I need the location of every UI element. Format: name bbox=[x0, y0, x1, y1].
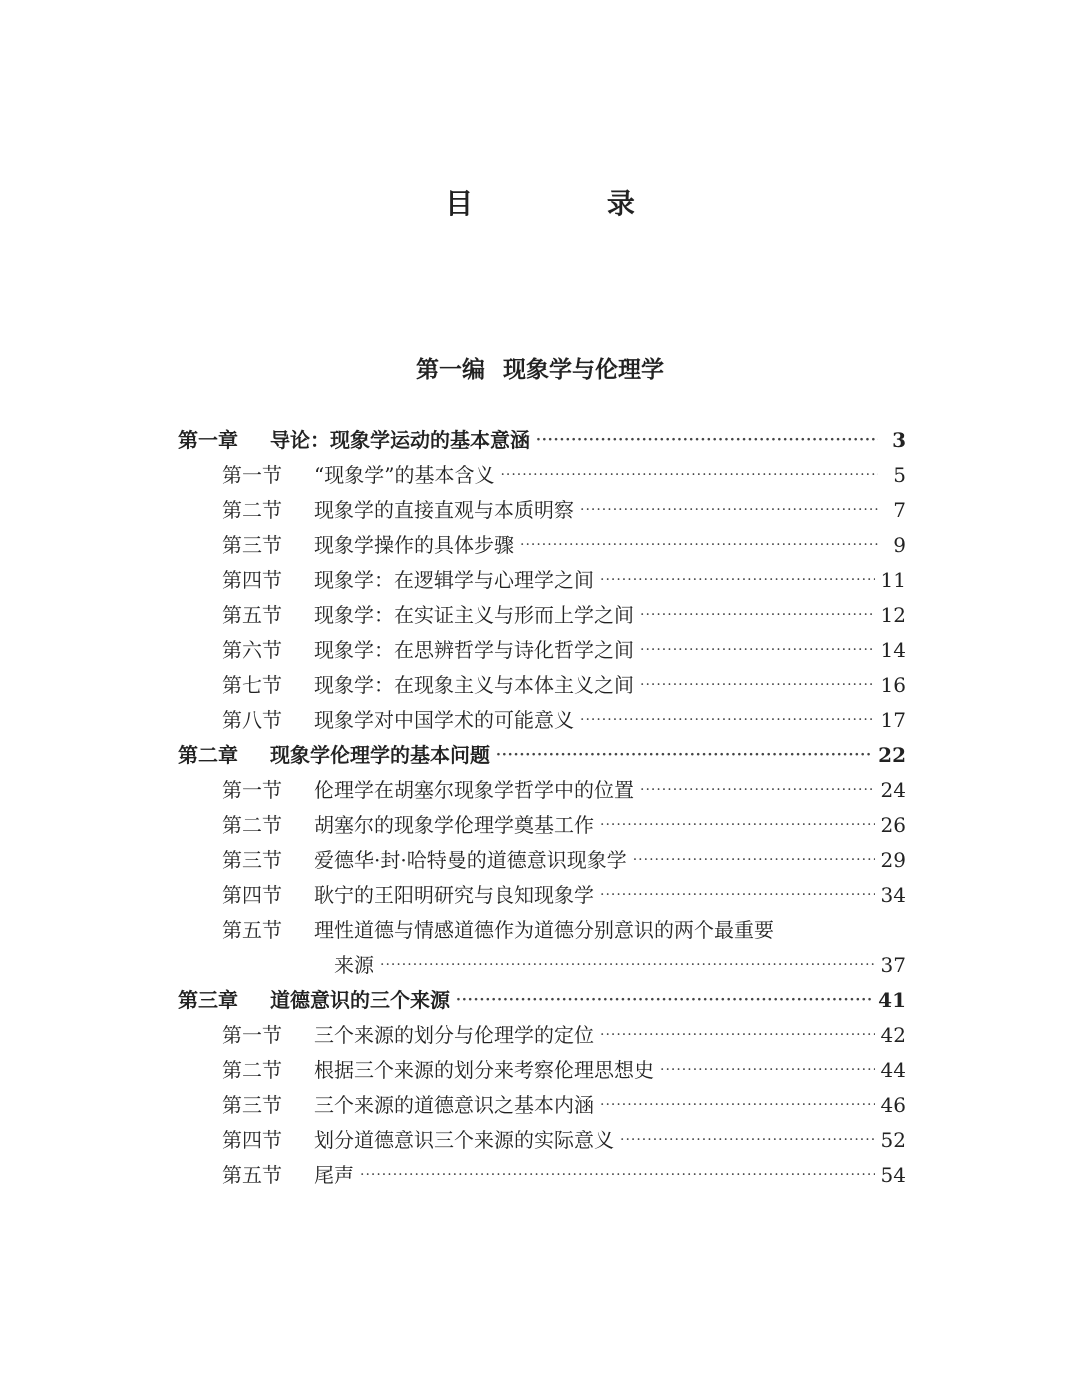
toc-page-number: 54 bbox=[875, 1158, 906, 1193]
toc-entry-number: 第三节 bbox=[222, 533, 282, 557]
toc-entry-label bbox=[178, 983, 456, 1018]
toc-section-entry[interactable] bbox=[178, 633, 906, 668]
toc-entry-title: 尾声 bbox=[314, 1163, 354, 1187]
toc-entry-title: 导论：现象学运动的基本意涵 bbox=[270, 428, 530, 452]
toc-entry-number: 第二节 bbox=[222, 1058, 282, 1082]
toc-chapter-entry[interactable] bbox=[178, 983, 906, 1018]
toc-entry-label bbox=[222, 1088, 600, 1123]
toc-leader-dots bbox=[633, 843, 875, 878]
toc-entry-number: 第二节 bbox=[222, 813, 282, 837]
toc-entry-label bbox=[178, 423, 536, 458]
toc-entry-label bbox=[222, 563, 600, 598]
toc-leader-dots bbox=[640, 668, 875, 703]
toc-entry-title: 现象学操作的具体步骤 bbox=[314, 533, 514, 557]
toc-entry-number: 第四节 bbox=[222, 883, 282, 907]
toc-entry-title: 现象学：在现象主义与本体主义之间 bbox=[314, 673, 634, 697]
toc-section-entry[interactable] bbox=[178, 703, 906, 738]
toc-page-number: 37 bbox=[875, 948, 906, 983]
toc-page-number: 16 bbox=[875, 668, 906, 703]
toc-entry-title: 耿宁的王阳明研究与良知现象学 bbox=[314, 883, 594, 907]
toc-entry-label bbox=[222, 493, 580, 528]
toc-page-number bbox=[878, 913, 906, 948]
toc-chapter-entry[interactable] bbox=[178, 738, 906, 773]
toc-section-entry[interactable] bbox=[178, 1123, 906, 1158]
toc-page-number: 11 bbox=[875, 563, 906, 598]
toc-section-entry[interactable] bbox=[178, 1018, 906, 1053]
toc-entry-number: 第三节 bbox=[222, 1093, 282, 1117]
toc-section-entry[interactable] bbox=[178, 808, 906, 843]
table-of-contents bbox=[178, 423, 906, 1193]
toc-entry-title: 现象学对中国学术的可能意义 bbox=[314, 708, 574, 732]
toc-entry-title: 来源 bbox=[334, 953, 374, 977]
toc-entry-number: 第八节 bbox=[222, 708, 282, 732]
toc-entry-title: 现象学：在思辨哲学与诗化哲学之间 bbox=[314, 638, 634, 662]
toc-section-entry[interactable] bbox=[178, 913, 906, 948]
toc-leader-dots bbox=[640, 773, 875, 808]
part-title bbox=[0, 352, 1080, 388]
toc-leader-dots bbox=[600, 1018, 875, 1053]
toc-section-entry[interactable] bbox=[178, 1088, 906, 1123]
toc-page-number: 9 bbox=[878, 528, 906, 563]
toc-chapter-entry[interactable] bbox=[178, 423, 906, 458]
toc-entry-number: 第一节 bbox=[222, 463, 282, 487]
toc-entry-title: 胡塞尔的现象学伦理学奠基工作 bbox=[314, 813, 594, 837]
toc-section-entry[interactable] bbox=[178, 948, 906, 983]
toc-entry-label bbox=[222, 458, 500, 493]
toc-page-number: 22 bbox=[872, 738, 906, 773]
toc-entry-label bbox=[222, 808, 600, 843]
toc-entry-number: 第四节 bbox=[222, 1128, 282, 1152]
toc-page-number: 17 bbox=[875, 703, 906, 738]
toc-entry-number: 第一章 bbox=[178, 428, 238, 452]
toc-entry-title: 现象学：在实证主义与形而上学之间 bbox=[314, 603, 634, 627]
toc-leader-dots bbox=[640, 598, 875, 633]
toc-leader-dots bbox=[536, 423, 878, 458]
toc-entry-number: 第五节 bbox=[222, 918, 282, 942]
toc-leader-dots bbox=[496, 738, 872, 773]
toc-entry-label bbox=[222, 668, 640, 703]
toc-leader-dots bbox=[360, 1158, 875, 1193]
toc-leader-dots bbox=[580, 493, 878, 528]
toc-leader-dots bbox=[456, 983, 872, 1018]
toc-leader-dots bbox=[600, 1088, 875, 1123]
toc-entry-number: 第三节 bbox=[222, 848, 282, 872]
toc-section-entry[interactable] bbox=[178, 1158, 906, 1193]
toc-leader-dots bbox=[380, 948, 875, 983]
toc-entry-title: 现象学的直接直观与本质明察 bbox=[314, 498, 574, 522]
part-name: 现象学与伦理学 bbox=[503, 356, 664, 383]
toc-section-entry[interactable] bbox=[178, 598, 906, 633]
toc-entry-title: 爱德华·封·哈特曼的道德意识现象学 bbox=[314, 848, 627, 872]
toc-entry-number: 第五节 bbox=[222, 603, 282, 627]
toc-entry-label bbox=[222, 703, 580, 738]
page-title: 目 录 bbox=[445, 187, 697, 220]
toc-entry-number: 第一节 bbox=[222, 778, 282, 802]
toc-leader-dots bbox=[600, 878, 875, 913]
toc-page-number: 3 bbox=[878, 423, 906, 458]
toc-entry-label bbox=[334, 948, 380, 983]
toc-entry-title: 划分道德意识三个来源的实际意义 bbox=[314, 1128, 614, 1152]
toc-section-entry[interactable] bbox=[178, 528, 906, 563]
toc-entry-number: 第五节 bbox=[222, 1163, 282, 1187]
toc-entry-number: 第四节 bbox=[222, 568, 282, 592]
toc-entry-title: 理性道德与情感道德作为道德分别意识的两个最重要 bbox=[314, 918, 774, 942]
toc-entry-title: 根据三个来源的划分来考察伦理思想史 bbox=[314, 1058, 654, 1082]
toc-entry-label bbox=[222, 913, 780, 948]
toc-section-entry[interactable] bbox=[178, 458, 906, 493]
toc-entry-number: 第三章 bbox=[178, 988, 238, 1012]
toc-section-entry[interactable] bbox=[178, 668, 906, 703]
toc-page-number: 42 bbox=[875, 1018, 906, 1053]
toc-entry-number: 第二章 bbox=[178, 743, 238, 767]
toc-leader-dots bbox=[500, 458, 878, 493]
toc-entry-label bbox=[222, 843, 633, 878]
toc-leader-dots bbox=[600, 563, 875, 598]
toc-entry-title: 三个来源的道德意识之基本内涵 bbox=[314, 1093, 594, 1117]
toc-page-number: 7 bbox=[878, 493, 906, 528]
toc-leader-dots bbox=[520, 528, 878, 563]
toc-entry-label bbox=[222, 598, 640, 633]
toc-section-entry[interactable] bbox=[178, 1053, 906, 1088]
toc-page-number: 26 bbox=[875, 808, 906, 843]
toc-entry-label bbox=[222, 773, 640, 808]
toc-page-number: 41 bbox=[872, 983, 906, 1018]
toc-entry-title: “现象学”的基本含义 bbox=[314, 463, 495, 487]
toc-leader-dots bbox=[640, 633, 875, 668]
toc-entry-label bbox=[222, 1123, 620, 1158]
toc-page-number: 44 bbox=[875, 1053, 906, 1088]
toc-entry-number: 第一节 bbox=[222, 1023, 282, 1047]
toc-section-entry[interactable] bbox=[178, 773, 906, 808]
toc-entry-label bbox=[222, 1053, 660, 1088]
toc-entry-title: 现象学：在逻辑学与心理学之间 bbox=[314, 568, 594, 592]
toc-leader-dots bbox=[580, 703, 875, 738]
toc-page-number: 52 bbox=[875, 1123, 906, 1158]
toc-entry-label bbox=[178, 738, 496, 773]
toc-entry-title: 道德意识的三个来源 bbox=[270, 988, 450, 1012]
toc-entry-number: 第二节 bbox=[222, 498, 282, 522]
toc-entry-label bbox=[222, 633, 640, 668]
toc-page-number: 14 bbox=[875, 633, 906, 668]
toc-entry-label bbox=[222, 878, 600, 913]
toc-entry-label bbox=[222, 1018, 600, 1053]
toc-entry-title: 三个来源的划分与伦理学的定位 bbox=[314, 1023, 594, 1047]
toc-page-number: 12 bbox=[875, 598, 906, 633]
toc-section-entry[interactable] bbox=[178, 843, 906, 878]
toc-entry-number: 第六节 bbox=[222, 638, 282, 662]
toc-page-number: 46 bbox=[875, 1088, 906, 1123]
toc-section-entry[interactable] bbox=[178, 493, 906, 528]
toc-entry-number: 第七节 bbox=[222, 673, 282, 697]
toc-entry-title: 现象学伦理学的基本问题 bbox=[270, 743, 490, 767]
toc-entry-title: 伦理学在胡塞尔现象学哲学中的位置 bbox=[314, 778, 634, 802]
toc-entry-label bbox=[222, 528, 520, 563]
toc-page-number: 34 bbox=[875, 878, 906, 913]
toc-page-number: 29 bbox=[875, 843, 906, 878]
toc-section-entry[interactable] bbox=[178, 563, 906, 598]
toc-section-entry[interactable] bbox=[178, 878, 906, 913]
toc-leader-dots bbox=[620, 1123, 875, 1158]
toc-page-number: 24 bbox=[875, 773, 906, 808]
part-number: 第一编 bbox=[416, 356, 485, 383]
toc-entry-label bbox=[222, 1158, 360, 1193]
toc-leader-dots bbox=[660, 1053, 875, 1088]
toc-leader-dots bbox=[600, 808, 875, 843]
toc-page-number: 5 bbox=[878, 458, 906, 493]
